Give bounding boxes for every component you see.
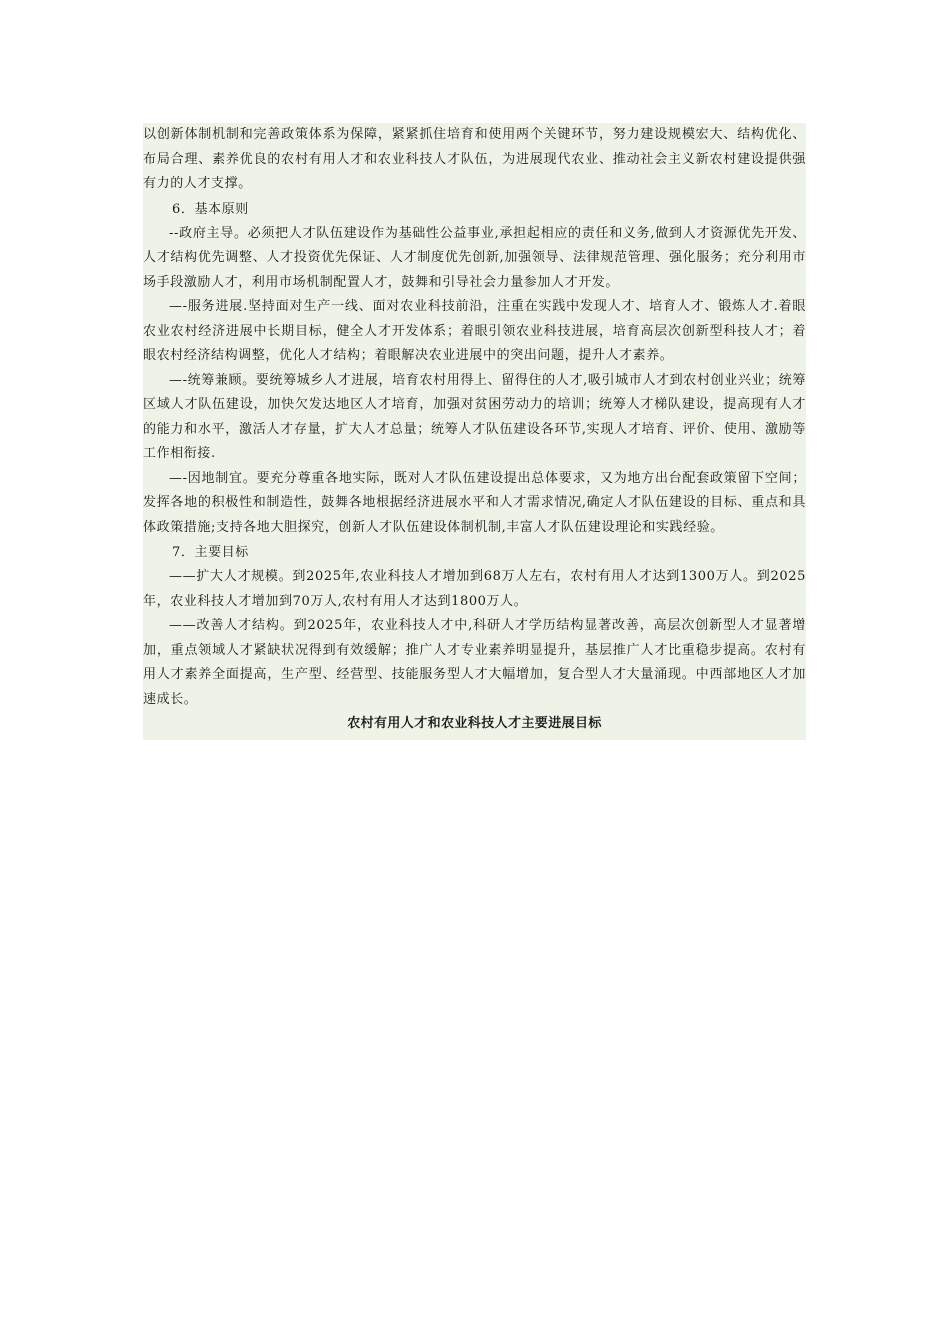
paragraph-government-led: --政府主导。必须把人才队伍建设作为基础性公益事业,承担起相应的责任和义务,做到人才资源优先开发、人才结构优先调整、人才投资优先保证、人才制度优先创新,加强领导、法律规范管理、强化服务；充分利用市场手段激励人才，利用市场机制配置人才，鼓舞和引导社会力量参加人才开发。	[143, 225, 806, 290]
paragraph-improve-structure: ——改善人才结构。到2025年，农业科技人才中,科研人才学历结构显著改善，高层次创新型人才显著增加，重点领域人才紧缺状况得到有效缓解；推广人才专业素养明显提升，基层推广人才比重稳步提高。农村有用人才素养全面提高，生产型、经营型、技能服务型人才大幅增加，复合型人才大量涌现。中西部地区人才加速成长。	[143, 618, 806, 707]
paragraph-local-conditions: —-因地制宜。要充分尊重各地实际，既对人才队伍建设提出总体要求，又为地方出台配套政策留下空间；发挥各地的积极性和制造性，鼓舞各地根据经济进展水平和人才需求情况,确定人才队伍建设的目标、重点和具体政策措施;支持各地大胆探究，创新人才队伍建设体制机制,丰富人才队伍建设理论和实践经验。	[143, 470, 806, 535]
paragraph-intro: 以创新体制机制和完善政策体系为保障，紧紧抓住培育和使用两个关键环节，努力建设规模宏大、结构优化、布局合理、素养优良的农村有用人才和农业科技人才队伍，为进展现代农业、推动社会主义新农村建设提供强有力的人才支撑。	[143, 127, 806, 191]
paragraph-expand-scale: ——扩大人才规模。到2025年,农业科技人才增加到68万人左右，农村有用人才达到1300万人。到2025年，农业科技人才增加到70万人,农村有用人才达到1800万人。	[143, 569, 806, 609]
table-title: 农村有用人才和农业科技人才主要进展目标	[347, 716, 602, 731]
section-heading-main-goals: 7．主要目标	[172, 545, 249, 560]
document-body	[143, 123, 806, 740]
section-heading-basic-principles: 6．基本原则	[172, 201, 249, 217]
paragraph-service-development: —-服务进展.坚持面对生产一线、面对农业科技前沿，注重在实践中发现人才、培育人才、锻炼人才.着眼农业农村经济进展中长期目标，健全人才开发体系；着眼引领农业科技进展，培育高层次创新型科技人才；着眼农村经济结构调整，优化人才结构；着眼解决农业进展中的突出问题，提升人才素养。	[143, 299, 806, 363]
paragraph-overall-planning: —-统筹兼顾。要统筹城乡人才进展，培育农村用得上、留得住的人才,吸引城市人才到农村创业兴业；统筹区域人才队伍建设，加快欠发达地区人才培育，加强对贫困劳动力的培训；统筹人才梯队建设，提高现有人才的能力和水平，激活人才存量，扩大人才总量；统筹人才队伍建设各环节,实现人才培育、评价、使用、激励等工作相衔接.	[143, 372, 806, 461]
